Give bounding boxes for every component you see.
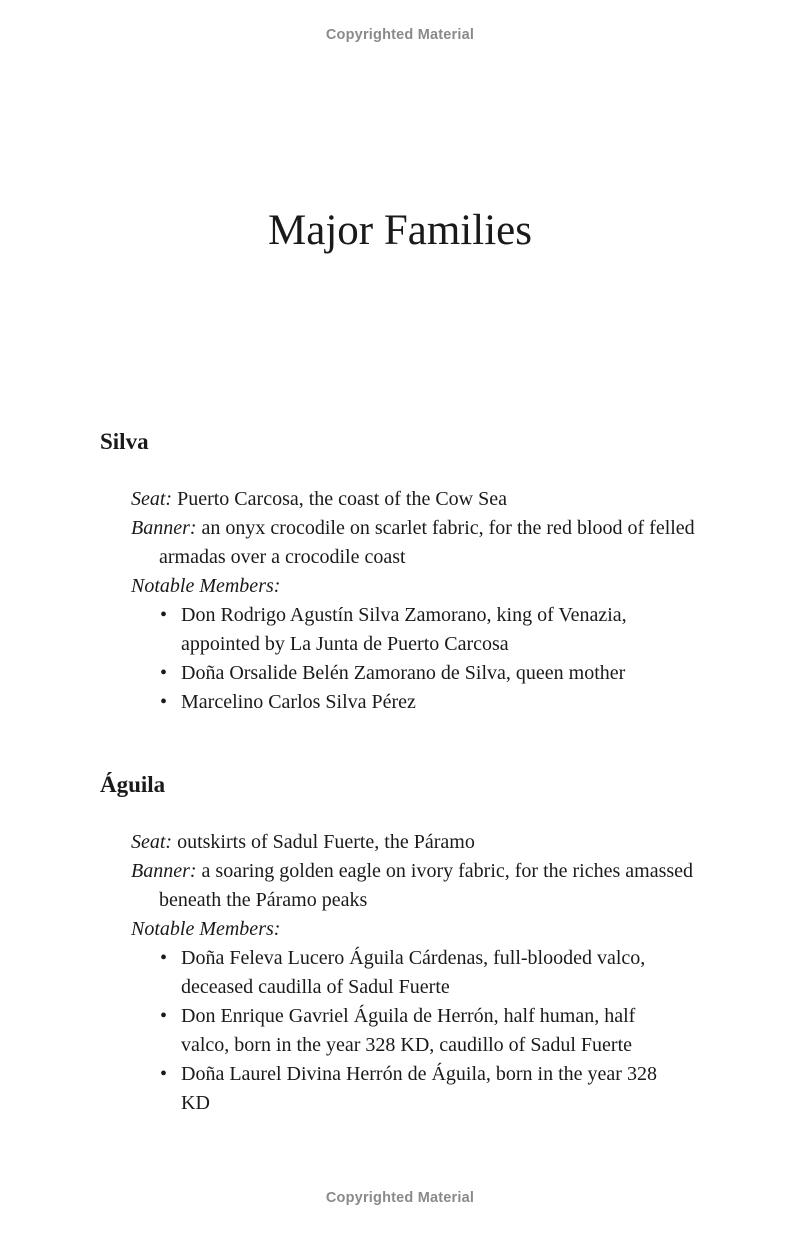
members-label: Notable Members: bbox=[131, 575, 281, 597]
seat-row bbox=[131, 828, 720, 857]
members-list bbox=[131, 601, 720, 717]
family-section-silva bbox=[100, 428, 720, 717]
banner-value: a soaring golden eagle on ivory fabric, for the riches amassed beneath the Páramo peaks bbox=[159, 860, 694, 911]
member-item: • Don Rodrigo Agustín Silva Zamorano, king of Venazia, appointed by La Junta de Puerto Carcosa bbox=[157, 601, 671, 659]
banner-row bbox=[131, 857, 720, 915]
banner-label: Banner: bbox=[131, 517, 197, 539]
banner-label: Banner: bbox=[131, 860, 197, 882]
member-item: • Don Enrique Gavriel Águila de Herrón, half human, half valco, born in the year 328 KD, caudillo of Sadul Fuerte bbox=[157, 1002, 671, 1060]
watermark-bottom: Copyrighted Material bbox=[325, 1190, 475, 1206]
family-section-aguila bbox=[100, 771, 720, 1118]
watermark-top: Copyrighted Material bbox=[325, 27, 475, 43]
member-item: • Marcelino Carlos Silva Pérez bbox=[157, 688, 671, 717]
family-name: Silva bbox=[100, 429, 149, 454]
family-details bbox=[100, 485, 720, 717]
family-details bbox=[100, 828, 720, 1118]
seat-value: Puerto Carcosa, the coast of the Cow Sea bbox=[172, 488, 508, 510]
seat-label: Seat: bbox=[131, 488, 173, 510]
members-label: Notable Members: bbox=[131, 918, 281, 940]
seat-row bbox=[131, 485, 720, 514]
seat-value: outskirts of Sadul Fuerte, the Páramo bbox=[172, 831, 475, 853]
member-item: • Doña Laurel Divina Herrón de Águila, born in the year 328 KD bbox=[157, 1060, 671, 1118]
family-name: Águila bbox=[100, 772, 166, 797]
banner-value: an onyx crocodile on scarlet fabric, for the red blood of felled armadas over a crocodile coast bbox=[159, 517, 695, 568]
member-item: • Doña Feleva Lucero Águila Cárdenas, full-blooded valco, deceased caudilla of Sadul Fuerte bbox=[157, 944, 671, 1002]
banner-row bbox=[131, 514, 720, 572]
page-title: Major Families bbox=[268, 207, 532, 254]
member-item: • Doña Orsalide Belén Zamorano de Silva, queen mother bbox=[157, 659, 671, 688]
seat-label: Seat: bbox=[131, 831, 173, 853]
members-list bbox=[131, 944, 720, 1118]
